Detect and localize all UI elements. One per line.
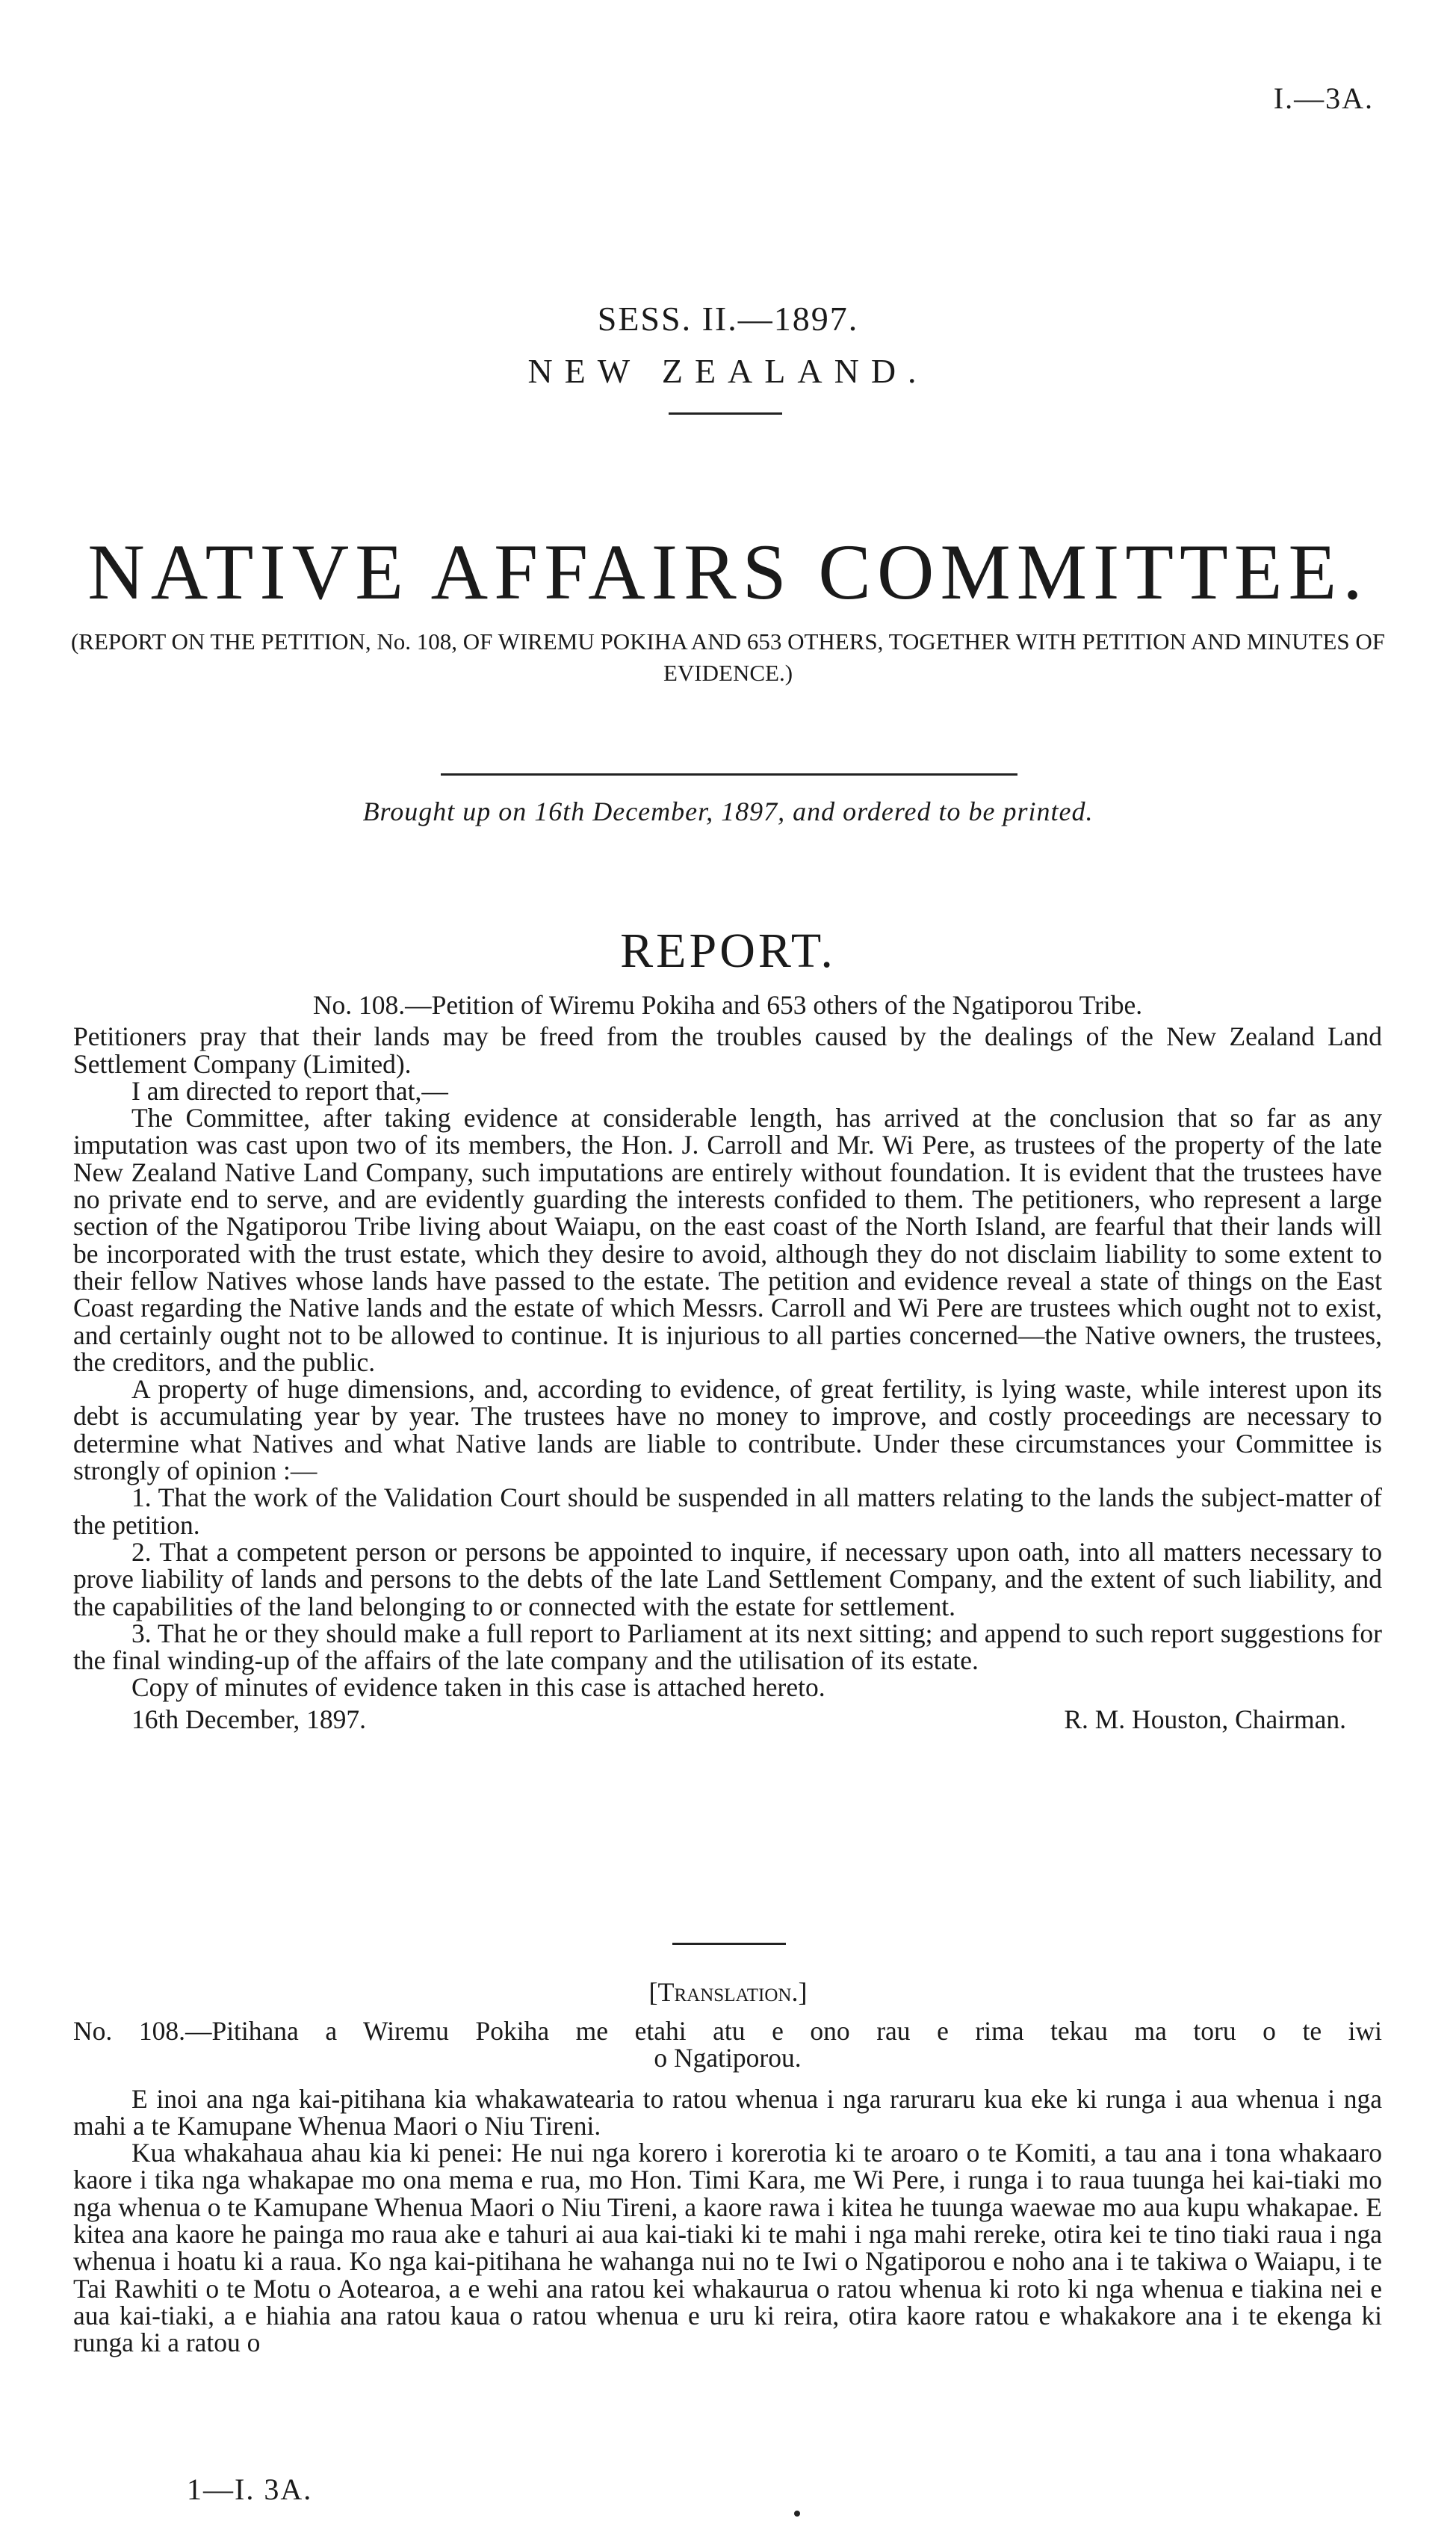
document-subtitle bbox=[0, 626, 1456, 689]
report-paragraph: Petitioners pray that their lands may be freed from the troubles caused by the dealings of the New Zealand Land Settlement Company (Limited). bbox=[73, 1021, 1382, 1079]
signature-line bbox=[73, 1706, 1382, 1733]
report-paragraph: 2. That a competent person or persons be appointed to inquire, if necessary upon oath, into all matters necessary to prove liability of lands and persons to the debts of the late Land Settlement Company, and the extent of such liability, and the capabilities of the land belonging to or connected with the estate for settlement. bbox=[73, 1536, 1382, 1621]
translation-petition-line: No. 108.—Pitihana a Wiremu Pokiha me etahi atu e ono rau e rima tekau ma toru o te iwi bbox=[73, 2016, 1382, 2046]
report-heading: REPORT. bbox=[620, 924, 836, 978]
petition-line: No. 108.—Petition of Wiremu Pokiha and 653 others of the Ngatiporou Tribe. bbox=[312, 990, 1143, 1020]
report-date: 16th December, 1897. bbox=[131, 1704, 367, 1734]
report-paragraph: The Committee, after taking evidence at considerable length, has arrived at the conclusion that so far as any imputation was cast upon two of its members, the Hon. J. Carroll and Mr. Wi Pere, as trustees of the property of the late New Zealand Native Land Company, such imputations are entirely without foundation. It is evident that the trustees have no private end to serve, and are evidently guarding the interests confided to them. The petitioners, who represent a large section of the Ngatiporou Tribe living about Waiapu, on the east coast of the North Island, are fearful that their lands will be incorporated with the trust estate, which they desire to avoid, although they do not disclaim liability to some extent to their fellow Natives whose lands have passed to the estate. The petition and evidence reveal a state of things on the East Coast regarding the Native lands and the estate of which Messrs. Carroll and Wi Pere are trustees which ought not to exist, and certainly ought not to be allowed to continue. It is injurious to all parties concerned—the Native owners, the trustees, the creditors, and the public. bbox=[73, 1103, 1382, 1377]
chairman-signature: R. M. Houston, Chairman. bbox=[1064, 1704, 1346, 1734]
brought-up-line: Brought up on 16th December, 1897, and ordered to be printed. bbox=[362, 797, 1094, 826]
document-title: NATIVE AFFAIRS COMMITTEE. bbox=[87, 528, 1369, 616]
report-paragraph: 1. That the work of the Validation Court should be suspended in all matters relating to the lands the subject-matter of the petition. bbox=[73, 1482, 1382, 1540]
translation-label: [Translation.] bbox=[648, 1977, 808, 2007]
report-paragraph: I am directed to report that,— bbox=[131, 1075, 448, 1106]
translation-petition-line: o Ngatiporou. bbox=[654, 2043, 802, 2073]
report-paragraph: A property of huge dimensions, and, according to evidence, of great fertility, is lying waste, while interest upon its debt is accumulating year by year. The trustees have no money to improve, and costly proceedings are necessary to determine what Natives and what Native lands are liable to contribute. Under these circumstances your Committee is strongly of opinion :— bbox=[73, 1374, 1382, 1486]
report-body bbox=[73, 992, 1382, 1733]
translation-heading bbox=[0, 1976, 1456, 2008]
country-line: NEW ZEALAND. bbox=[527, 352, 929, 390]
session-line: SESS. II.—1897. bbox=[597, 300, 859, 338]
divider-rule bbox=[441, 773, 1017, 776]
subtitle-text: (REPORT ON THE PETITION, No. 108, OF WIREMU POKIHA AND 653 OTHERS, TOGETHER WITH PETITION AND MINUTES OF EVIDENCE.) bbox=[70, 628, 1386, 686]
translation-body bbox=[73, 2017, 1382, 2357]
report-paragraph: Copy of minutes of evidence taken in this case is attached hereto. bbox=[131, 1672, 825, 1703]
paper-reference: I.—3A. bbox=[1273, 81, 1374, 115]
divider-rule bbox=[672, 1943, 786, 1945]
divider-rule bbox=[669, 412, 782, 415]
translation-paragraph: E inoi ana nga kai-pitihana kia whakawatearia to ratou whenua i nga raruraru kua eke ki runga i aua whenua i nga mahi a te Kamupane Whenua Maori o Niu Tireni. bbox=[73, 2083, 1382, 2141]
printer-dot bbox=[794, 2511, 800, 2517]
translation-paragraph: Kua whakahaua ahau kia ki penei: He nui nga korero i korerotia ki te aroaro o te Komiti, a tau ana i tona whakaaro kaore i tika nga whakapae mo ona mema e rua, mo Hon. Timi Kara, me Wi Pere, i runga i to raua tuunga hei kai-tiaki mo nga whenua o te Kamupane Whenua Maori o Niu Tireni, a kaore rawa i kitea he tuunga waewae mo aua kupu whakapae. E kitea ana kaore he painga mo raua ake e tahuri ai aua kai-tiaki ki te mahi i nga mahi rereke, otira kei te tino tiaki raua i nga whenua i hoatu ki a raua. Ko nga kai-pitihana he wahanga nui no te Iwi o Ngatiporou e noho ana i te takiwa o Waiapu, i te Tai Rawhiti o te Motu o Aotearoa, a e wehi ana ratou kei whakaurua o ratou whenua ki roto ki nga whenua e tiakina nei e aua kai-tiaki, a e hiahia ana ratou kaua o ratou whenua e uru ki reira, otira kaore ratou e whakakore ana i te ekenga ki runga ki a ratou o bbox=[73, 2138, 1382, 2358]
report-paragraph: 3. That he or they should make a full report to Parliament at its next sitting; and append to such report suggestions for the final winding-up of the affairs of the late company and the utilisation of its estate. bbox=[73, 1618, 1382, 1676]
page-footer: 1—I. 3A. bbox=[187, 2472, 313, 2506]
